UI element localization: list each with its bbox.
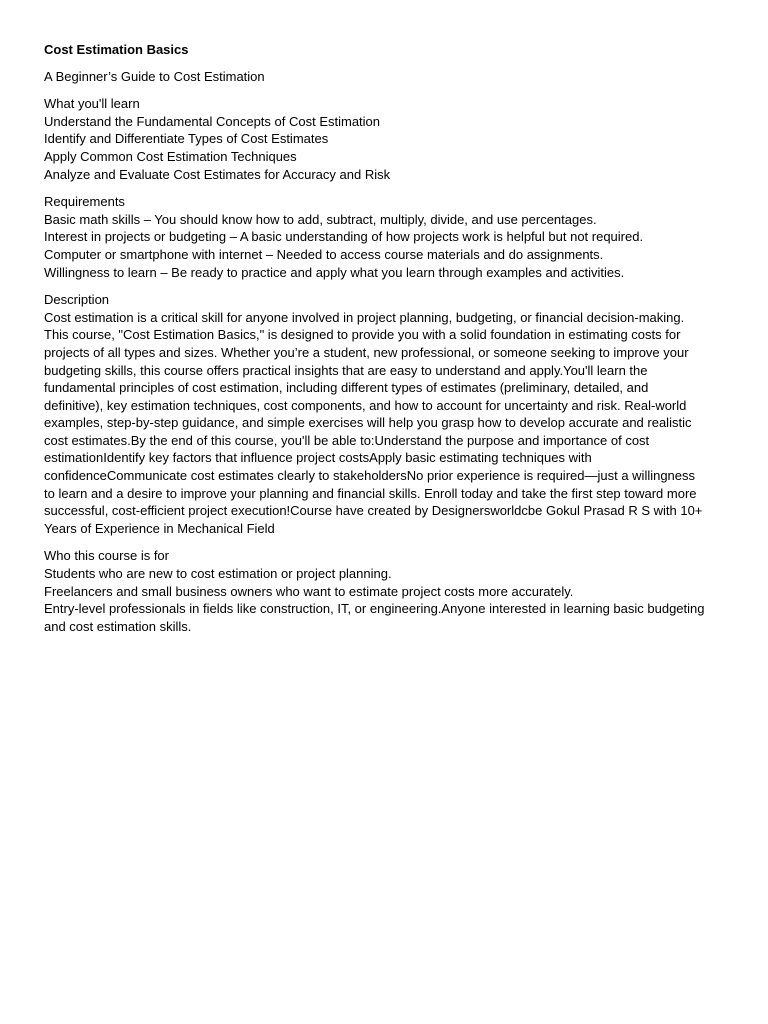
learn-item: Understand the Fundamental Concepts of Cost Estimation	[44, 113, 381, 129]
learn-item: Analyze and Evaluate Cost Estimates for Accuracy and Risk	[44, 166, 391, 182]
requirements-heading: Requirements	[44, 194, 125, 210]
audience-section	[44, 547, 708, 635]
document-title: Cost Estimation Basics	[44, 42, 189, 57]
requirements-section	[44, 193, 708, 281]
requirement-item: Computer or smartphone with internet – Needed to access course materials and do assignments.	[44, 246, 604, 262]
audience-heading: Who this course is for	[44, 548, 169, 564]
requirement-item: Willingness to learn – Be ready to practice and apply what you learn through examples and activities.	[44, 264, 625, 280]
learn-section	[44, 95, 708, 183]
requirement-item: Interest in projects or budgeting – A basic understanding of how projects work is helpful but not required.	[44, 229, 644, 245]
requirement-item: Basic math skills – You should know how to add, subtract, multiply, divide, and use percentages.	[44, 211, 597, 227]
learn-item: Identify and Differentiate Types of Cost Estimates	[44, 131, 329, 147]
audience-item: Freelancers and small business owners who want to estimate project costs more accurately.	[44, 583, 574, 599]
document-subtitle: A Beginner’s Guide to Cost Estimation	[44, 68, 265, 84]
audience-item: Entry-level professionals in fields like construction, IT, or engineering.Anyone interested in learning basic budgeting and cost estimation skills.	[44, 601, 705, 634]
learn-item: Apply Common Cost Estimation Techniques	[44, 148, 297, 164]
description-section	[44, 291, 708, 537]
audience-item: Students who are new to cost estimation or project planning.	[44, 566, 392, 582]
description-text: Cost estimation is a critical skill for anyone involved in project planning, budgeting, or financial decision-making. This course, "Cost Estimation Basics," is designed to provide you with a solid foundation in estimating costs for projects of all types and sizes. Whether you’re a student, new professional, or someone seeking to improve your budgeting skills, this course offers practical insights that are easy to understand and apply.You'll learn the fundamental principles of cost estimation, including different types of estimates (preliminary, detailed, and definitive), key estimation techniques, cost components, and how to account for uncertainty and risk. Real-world examples, step-by-step guidance, and simple exercises will help you grasp how to develop accurate and realistic cost estimates.By the end of this course, you'll be able to:Understand the purpose and importance of cost estimationIdentify key factors that influence project costsApply basic estimating techniques with confidenceCommunicate cost estimates clearly to stakeholdersNo prior experience is required—just a willingness to learn and a desire to improve your planning and financial skills. Enroll today and take the first step toward more successful, cost-efficient project execution!Course have created by Designersworldcbe Gokul Prasad R S with 10+ Years of Experience in Mechanical Field	[44, 309, 703, 536]
description-heading: Description	[44, 292, 110, 308]
learn-heading: What you'll learn	[44, 96, 140, 112]
